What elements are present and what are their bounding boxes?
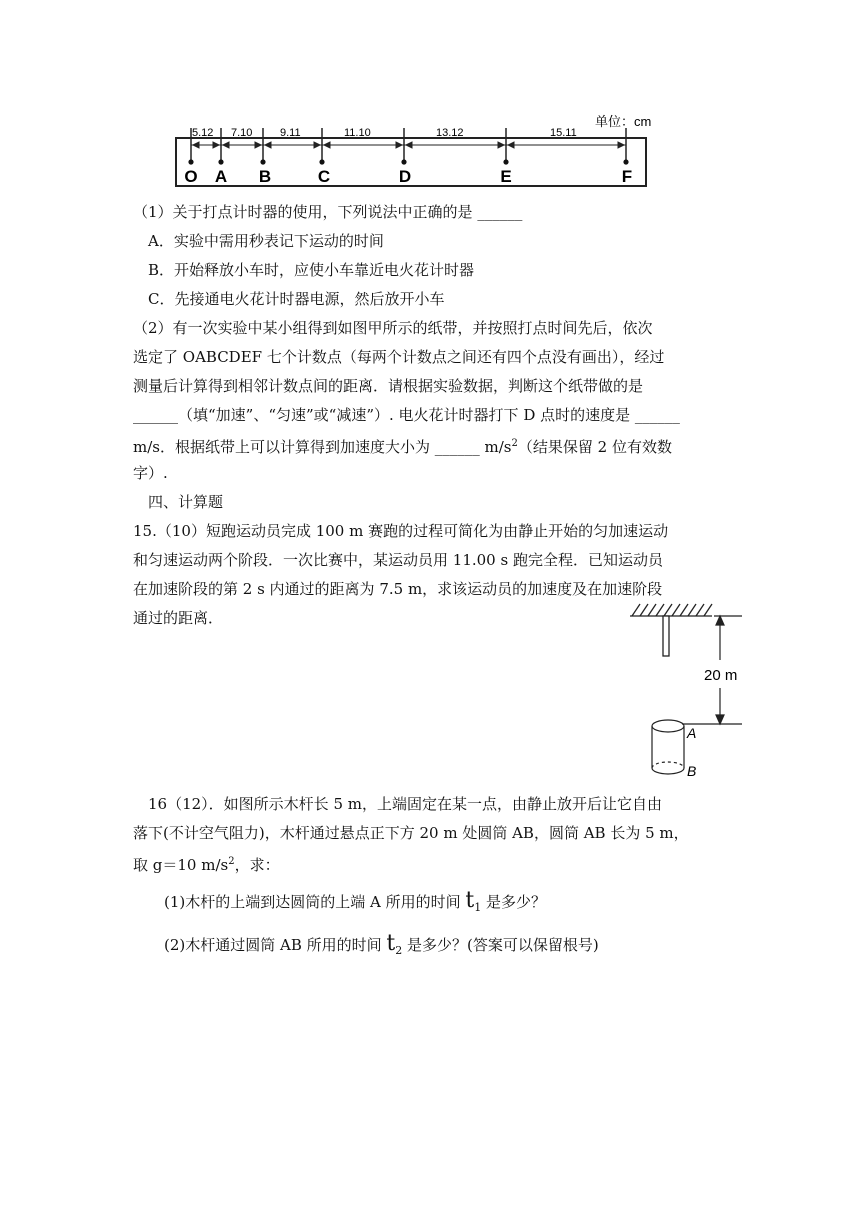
q16-part-1-t: t [465, 888, 475, 913]
q16-part-2-sub: 2 [395, 944, 403, 957]
q1-option-a: A．实验中需用秒表记下运动的时间 [148, 232, 384, 250]
q2-line-3: 测量后计算得到相邻计数点间的距离．请根据实验数据，判断这个纸带做的是 [133, 377, 644, 395]
q2-line-4: ______（填“加速”、“匀速”或“减速”）. 电火花计时器打下 D 点时的速度是 ______ [133, 406, 680, 424]
q16-line-1: 16（12）．如图所示木杆长 5 m，上端固定在某一点，由静止放开后让它自由 [148, 795, 662, 813]
q16-part-2-text: (2)木杆通过圆筒 AB 所用的时间 [164, 936, 387, 954]
segment-label-de: 13.12 [436, 127, 464, 139]
tape-unit-label: 单位：cm [595, 114, 652, 129]
q1-stem: （1）关于打点计时器的使用，下列说法中正确的是 ______ [133, 203, 523, 221]
point-label-c: C [317, 167, 331, 186]
q16-part-2-t: t [386, 931, 396, 956]
cylinder-label-b: B [687, 763, 697, 779]
q16-line-3 [133, 852, 280, 875]
point-label-b: B [258, 167, 272, 186]
q2-line-6: 字）. [133, 464, 168, 482]
ceiling [630, 604, 712, 616]
q15-line-4: 通过的距离． [133, 609, 224, 627]
q16-part-1-tail: 是多少？ [481, 893, 547, 911]
q15-line-3: 在加速阶段的第 2 s 内通过的距离为 7.5 m，求该运动员的加速度及在加速阶段 [133, 580, 663, 598]
q2-line-5 [133, 434, 672, 457]
q16-part-1 [164, 888, 547, 918]
q2-line-2: 选定了 OABCDEF 七个计数点（每两个计数点之间还有四个点没有画出），经过 [133, 348, 665, 366]
segment-label-bc: 9.11 [280, 127, 301, 139]
segment-label-cd: 11.10 [344, 127, 371, 139]
cylinder-ab [652, 720, 684, 774]
q2-line-5-tail: （结果保留 2 位有效数 [517, 438, 672, 456]
q2-line-5-sup: 2 [511, 438, 518, 449]
point-label-o: O [184, 167, 198, 186]
point-label-a: A [214, 167, 228, 186]
q16-line-3-main: 取 g＝10 m/s [133, 856, 229, 874]
segment-label-ef: 15.11 [550, 127, 577, 139]
q16-part-1-text: (1)木杆的上端到达圆筒的上端 A 所用的时间 [164, 893, 466, 911]
tape-dots [188, 159, 628, 164]
tape-dimension-line [191, 142, 626, 148]
q15-line-2: 和匀速运动两个阶段．一次比赛中，某运动员用 11.00 s 跑完全程．已知运动员 [133, 551, 663, 569]
rod-cylinder-figure [620, 596, 800, 786]
distance-label: 20 m [704, 667, 738, 684]
point-label-f: F [621, 167, 633, 186]
q16-part-2-tail: 是多少？(答案可以保留根号) [402, 936, 599, 954]
section-heading: 四、计算题 [148, 493, 224, 511]
q16-line-2: 落下(不计空气阻力)，木杆通过悬点正下方 20 m 处圆筒 AB，圆筒 AB 长为 5 m， [133, 824, 689, 842]
q16-line-3-tail: ，求： [234, 856, 280, 874]
cylinder-label-a: A [687, 725, 697, 741]
q1-option-b: B．开始释放小车时，应使小车靠近电火花计时器 [148, 261, 475, 279]
q2-line-5-main: m/s．根据纸带上可以计算得到加速度大小为 ______ m/s [133, 438, 512, 456]
q15-line-1: 15.（10）短跑运动员完成 100 m 赛跑的过程可简化为由静止开始的匀加速运动 [133, 522, 669, 540]
segment-label-ab: 7.10 [231, 127, 253, 139]
q16-part-2 [164, 931, 599, 961]
q16-part-1-sub: 1 [474, 901, 482, 914]
point-label-d: D [398, 167, 412, 186]
q16-line-3-sup: 2 [228, 856, 235, 867]
point-label-e: E [500, 167, 512, 186]
q1-option-c: C．先接通电火花计时器电源，然后放开小车 [148, 290, 445, 308]
q2-line-1: （2）有一次实验中某小组得到如图甲所示的纸带，并按照打点时间先后，依次 [133, 319, 653, 337]
wooden-rod [663, 616, 669, 656]
segment-label-oa: 5.12 [192, 127, 214, 139]
